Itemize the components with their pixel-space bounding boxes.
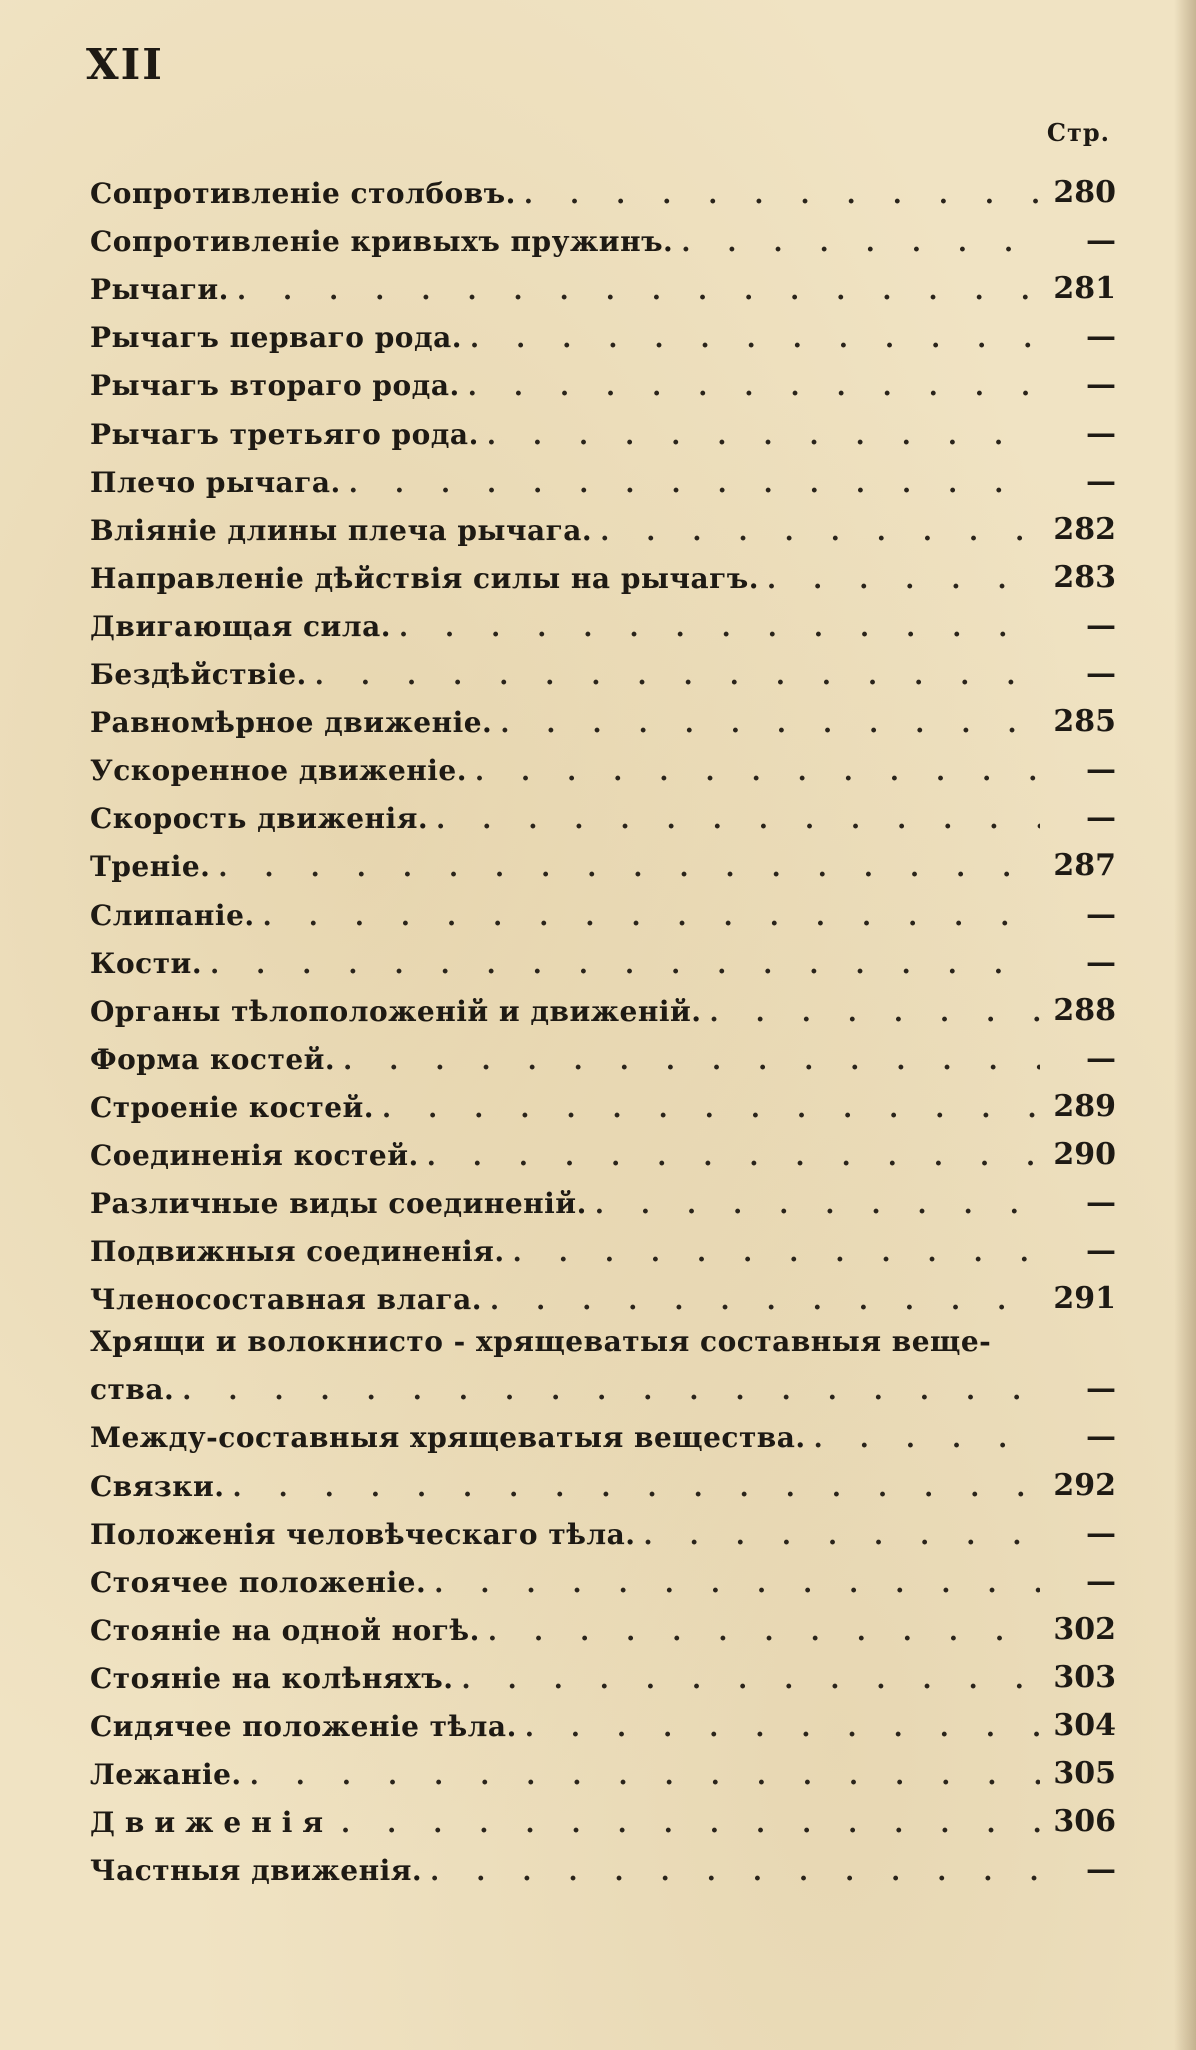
dot-leader: [600, 517, 1040, 547]
entry-page: —: [1086, 752, 1116, 788]
dot-leader: [814, 1424, 1040, 1454]
dot-leader: [470, 324, 1040, 354]
entry-title: Треніе.: [90, 850, 211, 884]
entry-page: —: [1086, 1419, 1116, 1455]
entry-title: Подвижныя соединенія.: [90, 1235, 505, 1269]
toc-entry: [90, 210, 1116, 258]
entry-title: Сидячее положеніе тѣла.: [90, 1710, 517, 1743]
dot-leader: [250, 1761, 1040, 1791]
dot-leader: [490, 1286, 1040, 1316]
toc-entry: [90, 1743, 1116, 1791]
dot-leader: [436, 805, 1040, 835]
toc-entry: [90, 1599, 1116, 1647]
toc-entry: [90, 1551, 1116, 1599]
dot-leader: [488, 1617, 1040, 1647]
dot-leader: [681, 228, 1040, 258]
entry-page: —: [1086, 607, 1116, 643]
toc-entry: [90, 883, 1116, 931]
dot-leader: [427, 1142, 1040, 1172]
toc-entry: [90, 643, 1116, 691]
entry-page: 292: [1053, 1467, 1116, 1503]
dot-leader: [349, 469, 1040, 499]
entry-page: —: [1086, 463, 1116, 499]
entry-page: 291: [1053, 1281, 1116, 1317]
entry-page: 280: [1053, 175, 1116, 211]
entry-title: Хрящи и волокнисто - хрящеватыя составныя веще-: [90, 1325, 992, 1359]
entry-title: Связки.: [90, 1469, 225, 1503]
toc-entry: [90, 1647, 1116, 1695]
entry-title: Положенія человѣческаго тѣла.: [90, 1517, 636, 1551]
dot-leader: [475, 757, 1040, 787]
entry-page: 305: [1053, 1756, 1116, 1792]
entry-page: —: [1086, 223, 1116, 259]
dot-leader: [710, 998, 1041, 1028]
entry-page: —: [1086, 944, 1116, 980]
entry-title: Стояніе на одной ногѣ.: [90, 1613, 480, 1647]
entry-title: Движенія: [90, 1806, 334, 1840]
entry-title: Вліяніе длины плеча рычага.: [90, 513, 593, 547]
entry-page: 303: [1053, 1659, 1116, 1695]
toc-entry: [90, 1358, 1116, 1406]
page-number: XII: [86, 40, 164, 89]
toc-entry: [90, 1124, 1116, 1172]
toc-entry: [90, 547, 1116, 595]
entry-page: —: [1086, 1371, 1116, 1407]
entry-title: Направленіе дѣйствія силы на рычагъ.: [90, 561, 759, 595]
entry-page: 287: [1053, 848, 1116, 884]
toc-entry: [90, 1028, 1116, 1076]
toc-entry: [90, 499, 1116, 547]
toc-entry: [90, 402, 1116, 450]
dot-leader: [468, 372, 1040, 402]
toc-entry: [90, 1695, 1116, 1743]
entry-title: Сопротивленіе столбовъ.: [90, 177, 516, 211]
toc-entry: [90, 1076, 1116, 1124]
toc-entry: [90, 1220, 1116, 1268]
entry-title: Органы тѣлоположеній и движеній.: [90, 994, 702, 1028]
toc-entry: [90, 1172, 1116, 1220]
entry-page: 281: [1053, 271, 1116, 307]
dot-leader: [263, 902, 1040, 932]
toc-entry: [90, 595, 1116, 643]
entry-page: —: [1086, 1852, 1116, 1888]
dot-leader: [382, 1094, 1040, 1124]
toc-entry: [90, 162, 1116, 210]
dot-leader: [644, 1521, 1040, 1551]
entry-title: Рычагъ третьяго рода.: [90, 417, 479, 451]
dot-leader: [399, 613, 1040, 643]
dot-leader: [233, 1473, 1040, 1503]
dot-leader: [500, 709, 1040, 739]
entry-title: Плечо рычага.: [90, 465, 341, 499]
entry-title: Различные виды соединеній.: [90, 1187, 587, 1221]
entry-title: Скорость движенія.: [90, 802, 429, 836]
entry-page: —: [1086, 1515, 1116, 1551]
entry-title: Частныя движенія.: [90, 1854, 423, 1888]
entry-title: Кости.: [90, 946, 203, 980]
dot-leader: [218, 853, 1040, 883]
toc-entry: [90, 451, 1116, 499]
page-column-header: Стр.: [1046, 118, 1110, 147]
dot-leader: [430, 1857, 1040, 1887]
entry-page: 283: [1053, 559, 1116, 595]
entry-page: —: [1086, 319, 1116, 355]
toc-entry: [90, 1268, 1116, 1316]
toc-entry: [90, 1503, 1116, 1551]
entry-page: —: [1086, 415, 1116, 451]
entry-title: Стояніе на колѣняхъ.: [90, 1661, 454, 1695]
entry-page: —: [1086, 367, 1116, 403]
entry-page: 285: [1053, 704, 1116, 740]
dot-leader: [343, 1046, 1040, 1076]
entry-title: Членосоставная влага.: [90, 1283, 482, 1317]
toc-entry: [90, 691, 1116, 739]
dot-leader: [315, 661, 1040, 691]
entry-title: Соединенія костей.: [90, 1138, 419, 1172]
dot-leader: [487, 421, 1040, 451]
toc-entry: [90, 354, 1116, 402]
toc-entry: [90, 1791, 1116, 1839]
dot-leader: [767, 565, 1040, 595]
entry-title: Рычагъ втораго рода.: [90, 369, 460, 403]
entry-title: Строеніе костей.: [90, 1090, 375, 1124]
entry-page: 304: [1053, 1708, 1116, 1743]
dot-leader: [182, 1376, 1040, 1406]
entry-title: Лежаніе.: [90, 1758, 242, 1792]
entry-title: Между-составныя хрящеватыя вещества.: [90, 1421, 806, 1455]
dot-leader: [595, 1190, 1040, 1220]
entry-page: —: [1086, 1233, 1116, 1269]
entry-title: Бездѣйствіе.: [90, 658, 307, 692]
dot-leader: [525, 1713, 1040, 1743]
toc-entry-wrapped-line: [90, 1316, 1116, 1358]
toc-entry: [90, 1839, 1116, 1887]
entry-page: 282: [1053, 511, 1116, 547]
dot-leader: [237, 276, 1040, 306]
entry-title: ства.: [90, 1373, 175, 1407]
entry-title: Рычагъ перваго рода.: [90, 321, 463, 355]
entry-page: 288: [1053, 992, 1116, 1028]
toc-entry: [90, 739, 1116, 787]
entry-page: —: [1086, 1185, 1116, 1221]
toc-entry: [90, 1406, 1116, 1454]
toc-entry: [90, 1454, 1116, 1502]
entry-page: 289: [1053, 1088, 1116, 1124]
entry-page: —: [1086, 656, 1116, 692]
entry-page: —: [1086, 1040, 1116, 1076]
entry-title: Рычаги.: [90, 273, 229, 307]
entry-page: —: [1086, 896, 1116, 932]
entry-title: Ускоренное движеніе.: [90, 754, 467, 788]
dot-leader: [462, 1665, 1041, 1695]
toc-entry: [90, 980, 1116, 1028]
dot-leader: [513, 1238, 1040, 1268]
entry-title: Двигающая сила.: [90, 609, 391, 643]
dot-leader: [341, 1809, 1040, 1839]
dot-leader: [210, 950, 1040, 980]
toc-entry: [90, 835, 1116, 883]
entry-title: Форма костей.: [90, 1042, 336, 1076]
dot-leader: [434, 1569, 1040, 1599]
entry-page: 290: [1053, 1136, 1116, 1172]
entry-title: Слипаніе.: [90, 898, 255, 932]
toc-entry: [90, 932, 1116, 980]
entry-page: 306: [1053, 1804, 1116, 1840]
entry-title: Равномѣрное движеніе.: [90, 706, 493, 740]
entry-title: Стоячее положеніе.: [90, 1565, 427, 1599]
toc-entry: [90, 306, 1116, 354]
entry-page: 302: [1053, 1611, 1116, 1647]
entry-page: —: [1086, 800, 1116, 836]
entry-title: Сопротивленіе кривыхъ пружинъ.: [90, 225, 674, 259]
table-of-contents: [90, 162, 1116, 1887]
toc-entry: [90, 258, 1116, 306]
entry-page: —: [1086, 1563, 1116, 1599]
toc-entry: [90, 787, 1116, 835]
dot-leader: [524, 180, 1040, 210]
page-edge-shadow: [1174, 0, 1196, 2050]
